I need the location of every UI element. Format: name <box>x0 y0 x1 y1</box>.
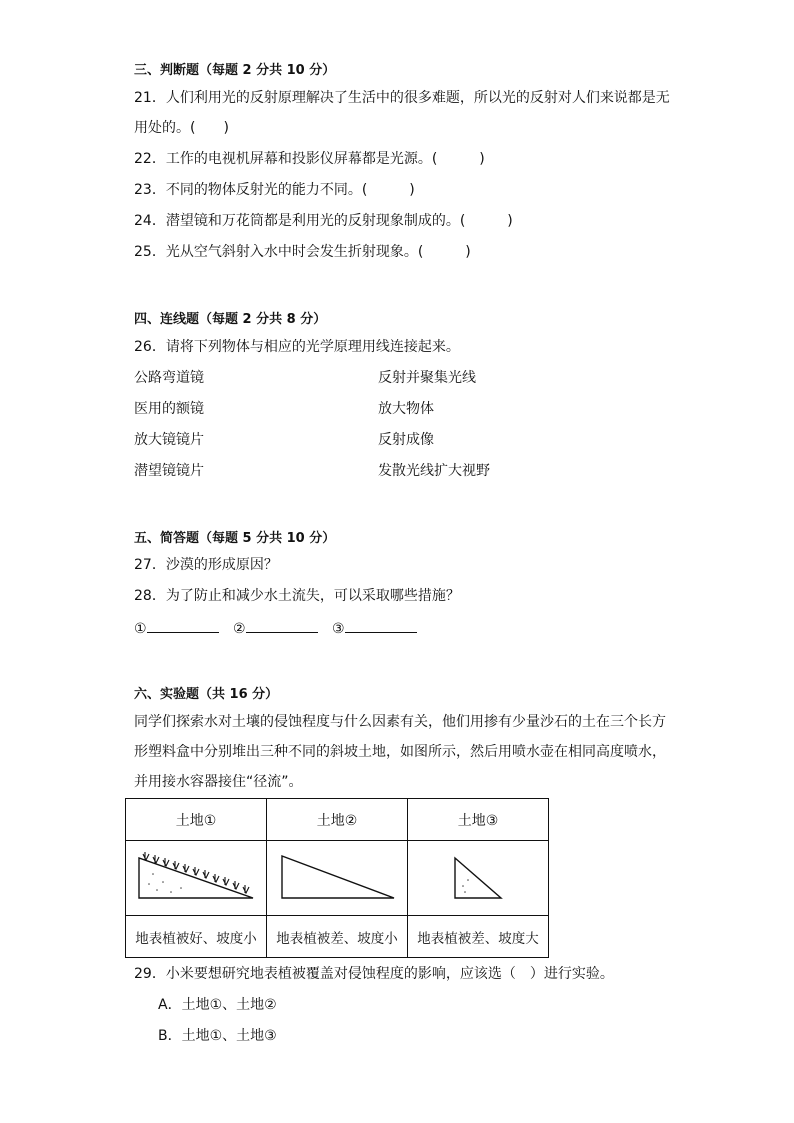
question-21-line2: 用处的。( ) <box>134 120 229 136</box>
answer-blank-1[interactable] <box>147 618 219 633</box>
experiment-intro-line2: 形塑料盒中分别堆出三种不同的斜坡土地，如图所示，然后用喷水壶在相同高度喷水， <box>134 744 666 760</box>
section6-heading: 六、实验题（共 16 分） <box>134 687 279 702</box>
section3-heading: 三、判断题（每题 2 分共 10 分） <box>134 63 336 78</box>
table-header-land-3: 土地③ <box>408 799 549 841</box>
blank-marker-3: ③ <box>332 621 345 637</box>
option-b[interactable]: B．土地①、土地③ <box>158 1028 277 1044</box>
land-2-description: 地表植被差、坡度小 <box>267 916 408 958</box>
question-26: 26．请将下列物体与相应的光学原理用线连接起来。 <box>134 339 460 355</box>
land-3-diagram <box>408 841 549 916</box>
experiment-table <box>125 798 549 958</box>
match-right-2[interactable]: 放大物体 <box>378 401 434 417</box>
answer-blanks <box>134 618 427 639</box>
match-right-4[interactable]: 发散光线扩大视野 <box>378 463 490 479</box>
section5-heading: 五、简答题（每题 5 分共 10 分） <box>134 531 336 546</box>
bare-steep-slope-icon <box>413 846 543 906</box>
option-a[interactable]: A．土地①、土地② <box>158 997 277 1013</box>
table-header-land-1: 土地① <box>126 799 267 841</box>
match-left-4[interactable]: 潜望镜镜片 <box>134 463 204 479</box>
land-1-diagram <box>126 841 267 916</box>
blank-marker-1: ① <box>134 621 147 637</box>
answer-blank-3[interactable] <box>345 618 417 633</box>
question-29: 29．小米要想研究地表植被覆盖对侵蚀程度的影响，应该选（ ）进行实验。 <box>134 966 614 982</box>
question-21-line1: 21．人们利用光的反射原理解决了生活中的很多难题，所以光的反射对人们来说都是无 <box>134 90 670 106</box>
land-1-description: 地表植被好、坡度小 <box>126 916 267 958</box>
question-28: 28．为了防止和减少水土流失，可以采取哪些措施？ <box>134 588 460 604</box>
question-24: 24．潜望镜和万花筒都是利用光的反射现象制成的。( ) <box>134 213 513 229</box>
answer-blank-2[interactable] <box>246 618 318 633</box>
match-right-3[interactable]: 反射成像 <box>378 432 434 448</box>
section4-heading: 四、连线题（每题 2 分共 8 分） <box>134 312 327 327</box>
land-3-description: 地表植被差、坡度大 <box>408 916 549 958</box>
experiment-intro-line1: 同学们探索水对土壤的侵蚀程度与什么因素有关，他们用掺有少量沙石的土在三个长方 <box>134 714 666 730</box>
table-header-land-2: 土地② <box>267 799 408 841</box>
vegetated-gentle-slope-icon <box>131 846 261 906</box>
experiment-intro-line3: 并用接水容器接住“径流”。 <box>134 774 303 790</box>
match-right-1[interactable]: 反射并聚集光线 <box>378 370 476 386</box>
blank-marker-2: ② <box>233 621 246 637</box>
question-23: 23．不同的物体反射光的能力不同。( ) <box>134 182 415 198</box>
match-left-2[interactable]: 医用的额镜 <box>134 401 204 417</box>
question-22: 22．工作的电视机屏幕和投影仪屏幕都是光源。( ) <box>134 151 485 167</box>
question-25: 25．光从空气斜射入水中时会发生折射现象。( ) <box>134 244 471 260</box>
bare-gentle-slope-icon <box>272 846 402 906</box>
match-left-1[interactable]: 公路弯道镜 <box>134 370 204 386</box>
question-27: 27．沙漠的形成原因？ <box>134 557 278 573</box>
match-left-3[interactable]: 放大镜镜片 <box>134 432 204 448</box>
land-2-diagram <box>267 841 408 916</box>
